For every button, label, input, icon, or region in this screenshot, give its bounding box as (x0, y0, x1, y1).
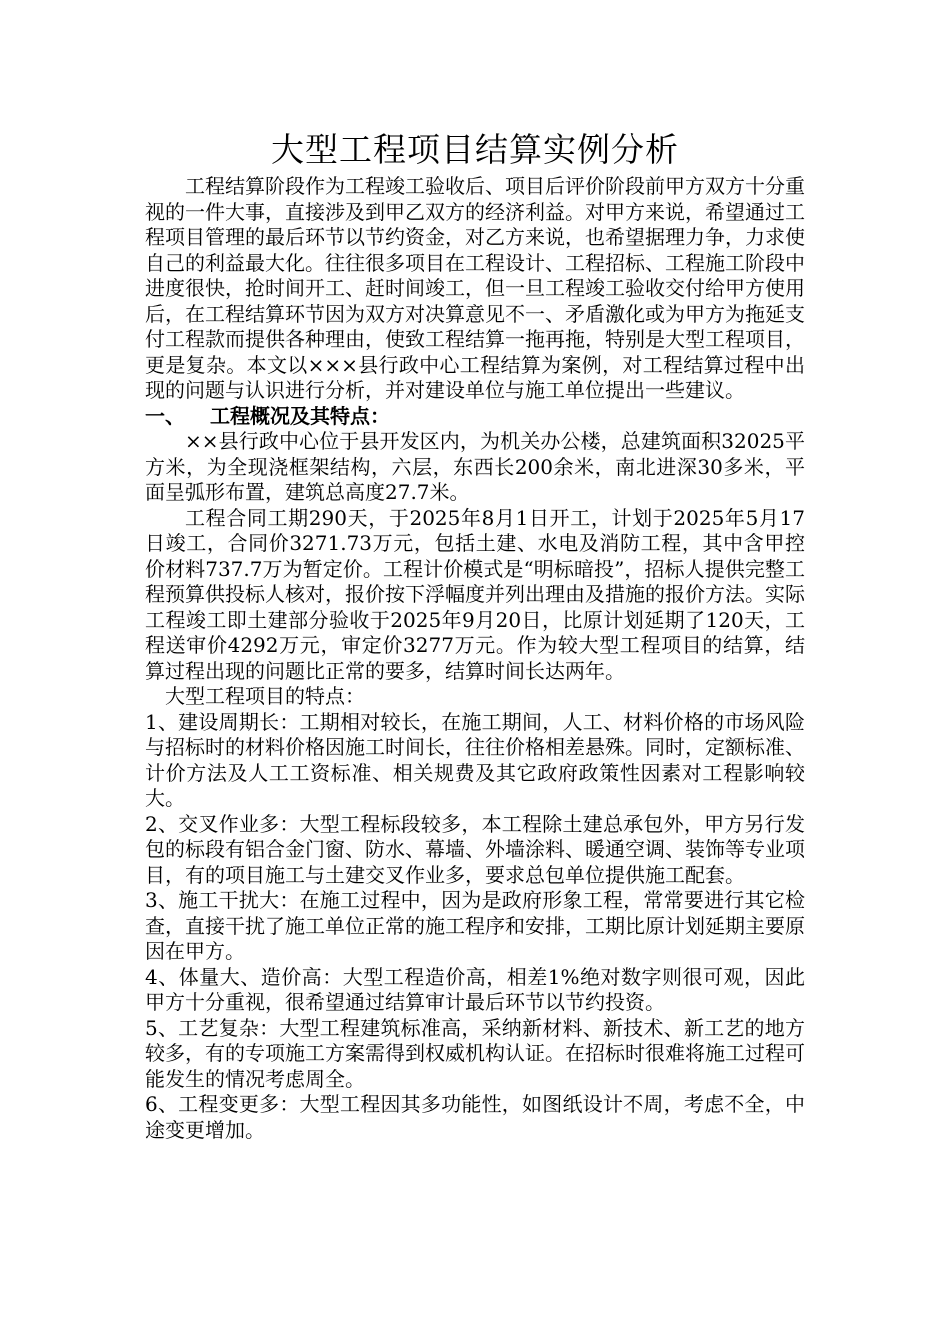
feature-item-6: 6、工程变更多：大型工程因其多功能性，如图纸设计不周，考虑不全，中途变更增加。 (145, 1092, 805, 1142)
feature-item-5: 5、工艺复杂：大型工程建筑标准高，采纳新材料、新技术、新工艺的地方较多，有的专项施工方案需得到权威机构认证。在招标时很难将施工过程可能发生的情况考虑周全。 (145, 1015, 805, 1091)
feature-item-2: 2、交叉作业多：大型工程标段较多，本工程除土建总承包外，甲方另行发包的标段有铝合金门窗、防水、幕墙、外墙涂料、暖通空调、装饰等专业项目，有的项目施工与土建交叉作业多，要求总包单位提供施工配套。 (145, 811, 805, 887)
section-heading (145, 404, 805, 430)
document-title: 大型工程项目结算实例分析 (271, 130, 679, 169)
overview-paragraph-2: 工程合同工期290天，于2025年8月1日开工，计划于2025年5月17日竣工，合同价3271.73万元，包括土建、水电及消防工程，其中含甲控价材料737.7万为暂定价。工程计价模式是“明标暗投”，招标人提供完整工程预算供投标人核对，报价按下浮幅度并列出理由及措施的报价方法。实际工程竣工即土建部分验收于2025年9月20日，比原计划延期了120天，工程送审价4292万元，审定价3277万元。作为较大型工程项目的结算，结算过程出现的问题比正常的要多，结算时间长达两年。 (145, 505, 805, 683)
feature-item-4: 4、体量大、造价高：大型工程造价高，相差1%绝对数字则很可观，因此甲方十分重视，很希望通过结算审计最后环节以节约投资。 (145, 964, 805, 1014)
feature-item-1: 1、建设周期长：工期相对较长，在施工期间，人工、材料价格的市场风险与招标时的材料价格因施工时间长，往往价格相差悬殊。同时，定额标准、计价方法及人工工资标准、相关规费及其它政府政策性因素对工程影响较大。 (145, 709, 805, 810)
section-title: 工程概况及其特点： (210, 403, 390, 428)
document-page (145, 126, 805, 1143)
overview-paragraph-1: ××县行政中心位于县开发区内，为机关办公楼，总建筑面积32025平方米，为全现浇框架结构，六层，东西长200余米，南北进深30多米，平面呈弧形布置，建筑总高度27.7米。 (145, 429, 805, 504)
section-number: 一、 (145, 403, 185, 428)
features-intro: 大型工程项目的特点： (165, 684, 365, 708)
intro-paragraph: 工程结算阶段作为工程竣工验收后、项目后评价阶段前甲方双方十分重视的一件大事，直接涉及到甲乙双方的经济利益。对甲方来说，希望通过工程项目管理的最后环节以节约资金，对乙方来说，也希望据理力争，力求使自己的利益最大化。往往很多项目在工程设计、工程招标、工程施工阶段中进度很快，抢时间开工、赶时间竣工，但一旦工程竣工验收交付给甲方使用后，在工程结算环节因为双方对决算意见不一、矛盾激化或为甲方为拖延支付工程款而提供各种理由，使致工程结算一拖再拖，特别是大型工程项目，更是复杂。本文以×××县行政中心工程结算为案例，对工程结算过程中出现的问题与认识进行分析，并对建设单位与施工单位提出一些建议。 (145, 174, 805, 402)
feature-item-3: 3、施工干扰大：在施工过程中，因为是政府形象工程，常常要进行其它检查，直接干扰了施工单位正常的施工程序和安排，工期比原计划延期主要原因在甲方。 (145, 888, 805, 963)
